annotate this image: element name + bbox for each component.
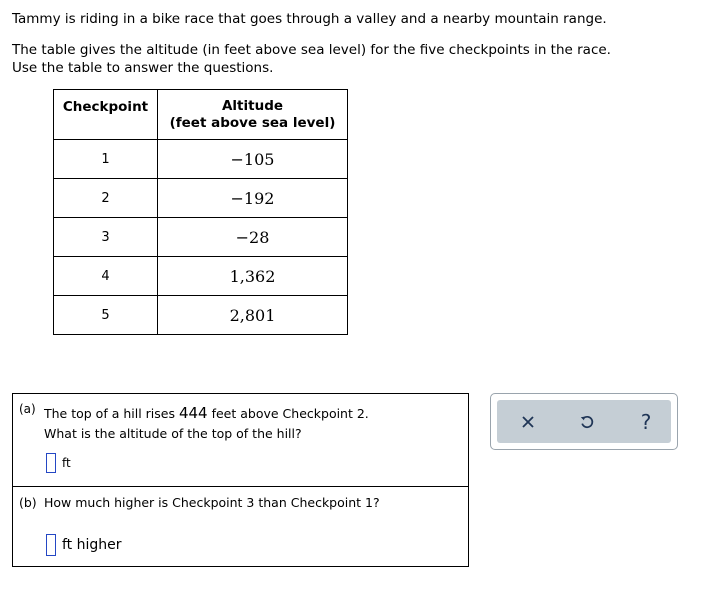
answer-a-input[interactable] [46,453,56,473]
intro-line-3: Use the table to answer the questions. [12,60,274,76]
table-row [54,257,348,296]
altitude-cell: −105 [158,140,348,179]
question-divider [13,486,468,487]
header-checkpoint: Checkpoint [54,90,158,140]
answer-b-input[interactable] [46,534,56,556]
table-row [54,179,348,218]
altitude-cell: 2,801 [158,296,348,335]
question-box [12,393,469,567]
checkpoint-cell: 1 [54,140,158,179]
help-button[interactable]: ? [640,410,652,434]
altitude-cell: 1,362 [158,257,348,296]
checkpoint-cell: 3 [54,218,158,257]
question-a-number: 444 [178,404,208,422]
answer-a-unit: ft [62,456,71,470]
header-altitude [158,90,348,140]
question-b-tag: (b) [19,495,37,510]
question-a-line-2: What is the altitude of the top of the hill? [44,426,302,441]
answer-toolbar [490,393,678,450]
altitude-cell: −192 [158,179,348,218]
question-a-text-after: feet above Checkpoint 2. [211,406,369,421]
table-row [54,218,348,257]
table-row [54,296,348,335]
question-a-text-before: The top of a hill rises [44,406,175,421]
header-altitude-line-2: (feet above sea level) [169,114,336,131]
question-b-text: How much higher is Checkpoint 3 than Checkpoint 1? [44,495,380,510]
altitude-cell: −28 [158,218,348,257]
close-icon [521,415,535,429]
question-a-line-1 [44,404,369,422]
table-row [54,140,348,179]
answer-b-unit: ft higher [62,537,122,553]
checkpoint-cell: 5 [54,296,158,335]
undo-icon [579,414,595,430]
question-a-tag: (a) [19,402,36,416]
intro-line-2: The table gives the altitude (in feet above sea level) for the five checkpoints in the race. [12,42,611,58]
header-altitude-line-1: Altitude [221,97,284,114]
intro-line-1: Tammy is riding in a bike race that goes through a valley and a nearby mountain range. [12,11,607,27]
undo-button[interactable] [576,411,598,433]
altitude-table [53,89,348,335]
clear-button[interactable] [517,411,539,433]
checkpoint-cell: 2 [54,179,158,218]
answer-toolbar-panel [497,400,671,443]
checkpoint-cell: 4 [54,257,158,296]
table-header-row [54,90,348,140]
